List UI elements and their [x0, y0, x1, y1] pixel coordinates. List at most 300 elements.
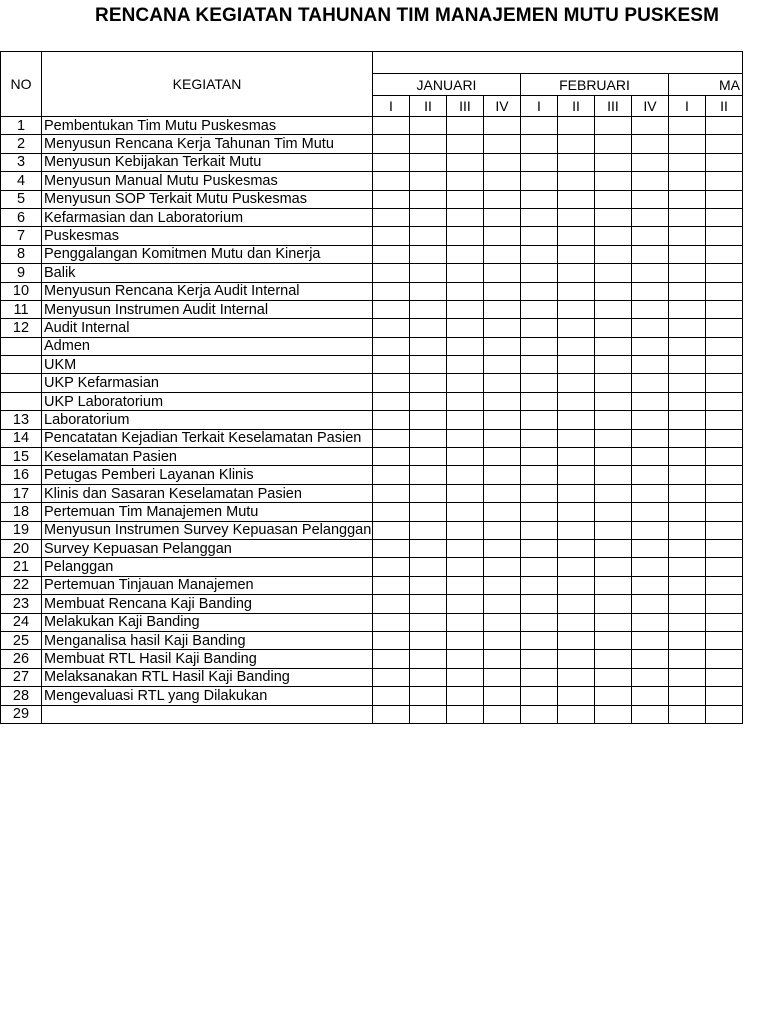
row-activity: [42, 429, 373, 447]
row-activity-text: Balik: [44, 264, 76, 281]
schedule-cell: [410, 392, 447, 410]
schedule-cell: [373, 208, 410, 226]
table-row: [1, 117, 743, 135]
schedule-cell: [521, 558, 558, 576]
row-activity: [42, 172, 373, 190]
schedule-cell: [595, 356, 632, 374]
row-number: [1, 337, 42, 355]
row-activity-text: Survey Kepuasan Pelanggan: [44, 540, 232, 557]
schedule-cell: [595, 374, 632, 392]
schedule-cell: [669, 521, 706, 539]
schedule-cell: [632, 613, 669, 631]
schedule-cell: [595, 668, 632, 686]
schedule-cell: [706, 429, 743, 447]
schedule-cell: [410, 539, 447, 557]
header-week: II: [706, 96, 743, 117]
schedule-cell: [410, 245, 447, 263]
schedule-cell: [521, 190, 558, 208]
row-activity-text: Pencatatan Kejadian Terkait Keselamatan Pasien: [44, 430, 362, 447]
schedule-cell: [521, 484, 558, 502]
row-activity-text: Keselamatan Pasien: [44, 448, 177, 465]
schedule-cell: [410, 595, 447, 613]
schedule-cell: [706, 668, 743, 686]
table-row: [1, 245, 743, 263]
row-activity-text: Menyusun Rencana Kerja Audit Internal: [44, 283, 300, 300]
row-activity-text: Menyusun SOP Terkait Mutu Puskesmas: [44, 191, 307, 208]
row-activity: [42, 208, 373, 226]
schedule-cell: [484, 503, 521, 521]
schedule-cell: [373, 172, 410, 190]
schedule-cell: [669, 319, 706, 337]
schedule-cell: [521, 466, 558, 484]
row-number: 9: [1, 264, 42, 282]
schedule-cell: [521, 411, 558, 429]
row-activity-text: Pelanggan: [44, 559, 114, 576]
schedule-cell: [558, 227, 595, 245]
schedule-cell: [632, 650, 669, 668]
schedule-cell: [410, 448, 447, 466]
schedule-cell: [410, 558, 447, 576]
schedule-cell: [410, 153, 447, 171]
schedule-cell: [373, 337, 410, 355]
table-row: [1, 135, 743, 153]
schedule-cell: [484, 190, 521, 208]
schedule-cell: [669, 448, 706, 466]
document-title: RENCANA KEGIATAN TAHUNAN TIM MANAJEMEN MUTU PUSKESM: [95, 5, 719, 26]
schedule-cell: [632, 356, 669, 374]
row-number: 13: [1, 411, 42, 429]
row-number: 2: [1, 135, 42, 153]
schedule-cell: [521, 650, 558, 668]
schedule-cell: [706, 135, 743, 153]
schedule-cell: [373, 484, 410, 502]
schedule-cell: [706, 356, 743, 374]
row-number: 16: [1, 466, 42, 484]
schedule-cell: [521, 668, 558, 686]
schedule-cell: [632, 411, 669, 429]
row-number: 14: [1, 429, 42, 447]
schedule-cell: [669, 117, 706, 135]
schedule-cell: [706, 484, 743, 502]
schedule-cell: [706, 319, 743, 337]
row-activity: [42, 503, 373, 521]
schedule-cell: [484, 153, 521, 171]
table-row: [1, 411, 743, 429]
schedule-cell: [595, 484, 632, 502]
schedule-cell: [706, 687, 743, 705]
schedule-cell: [373, 356, 410, 374]
schedule-cell: [595, 687, 632, 705]
schedule-cell: [558, 484, 595, 502]
row-activity: [42, 392, 373, 410]
schedule-cell: [521, 117, 558, 135]
schedule-cell: [595, 595, 632, 613]
row-number: 12: [1, 319, 42, 337]
schedule-cell: [706, 282, 743, 300]
schedule-cell: [706, 153, 743, 171]
schedule-cell: [447, 631, 484, 649]
schedule-cell: [706, 595, 743, 613]
schedule-cell: [447, 300, 484, 318]
schedule-cell: [484, 429, 521, 447]
table-row: [1, 374, 743, 392]
schedule-cell: [706, 245, 743, 263]
schedule-cell: [373, 521, 410, 539]
schedule-cell: [669, 392, 706, 410]
schedule-cell: [447, 558, 484, 576]
schedule-cell: [484, 392, 521, 410]
schedule-cell: [373, 631, 410, 649]
schedule-cell: [484, 337, 521, 355]
schedule-cell: [410, 190, 447, 208]
schedule-cell: [447, 411, 484, 429]
schedule-cell: [373, 613, 410, 631]
schedule-cell: [521, 539, 558, 557]
table-row: [1, 484, 743, 502]
schedule-cell: [595, 429, 632, 447]
schedule-cell: [595, 650, 632, 668]
schedule-cell: [558, 117, 595, 135]
schedule-cell: [447, 668, 484, 686]
schedule-cell: [410, 300, 447, 318]
schedule-cell: [410, 411, 447, 429]
row-activity: [42, 374, 373, 392]
schedule-cell: [558, 172, 595, 190]
schedule-cell: [410, 650, 447, 668]
schedule-cell: [373, 117, 410, 135]
row-activity-text: UKP Kefarmasian: [44, 375, 159, 392]
row-activity-text: Melakukan Kaji Banding: [44, 614, 200, 631]
schedule-cell: [632, 300, 669, 318]
schedule-cell: [632, 153, 669, 171]
schedule-cell: [669, 356, 706, 374]
schedule-cell: [373, 282, 410, 300]
schedule-cell: [373, 539, 410, 557]
header-no: NO: [1, 52, 42, 117]
schedule-cell: [373, 319, 410, 337]
header-week: IV: [632, 96, 669, 117]
table-row: [1, 576, 743, 594]
schedule-cell: [410, 135, 447, 153]
schedule-cell: [706, 539, 743, 557]
header-week: II: [410, 96, 447, 117]
table-row: [1, 429, 743, 447]
row-activity-text: UKM: [44, 356, 77, 373]
header-kegiatan: KEGIATAN: [42, 52, 373, 117]
row-activity-text: Pertemuan Tinjauan Manajemen: [44, 577, 254, 594]
schedule-cell: [447, 337, 484, 355]
schedule-cell: [410, 356, 447, 374]
schedule-cell: [410, 687, 447, 705]
schedule-cell: [706, 466, 743, 484]
schedule-cell: [669, 503, 706, 521]
schedule-cell: [632, 227, 669, 245]
schedule-cell: [558, 668, 595, 686]
row-activity: [42, 484, 373, 502]
row-number: 24: [1, 613, 42, 631]
schedule-cell: [484, 448, 521, 466]
schedule-cell: [558, 319, 595, 337]
schedule-cell: [632, 576, 669, 594]
row-number: 27: [1, 668, 42, 686]
schedule-cell: [595, 300, 632, 318]
table-row: [1, 705, 743, 723]
schedule-cell: [410, 337, 447, 355]
schedule-cell: [632, 484, 669, 502]
schedule-cell: [447, 687, 484, 705]
schedule-cell: [669, 558, 706, 576]
schedule-cell: [447, 539, 484, 557]
schedule-cell: [373, 245, 410, 263]
header-week: I: [373, 96, 410, 117]
schedule-cell: [447, 135, 484, 153]
schedule-cell: [447, 503, 484, 521]
schedule-cell: [706, 172, 743, 190]
schedule-cell: [706, 374, 743, 392]
schedule-cell: [447, 650, 484, 668]
schedule-cell: [558, 429, 595, 447]
schedule-cell: [706, 503, 743, 521]
schedule-cell: [484, 650, 521, 668]
schedule-cell: [447, 208, 484, 226]
row-activity: [42, 227, 373, 245]
row-number: 20: [1, 539, 42, 557]
schedule-cell: [595, 245, 632, 263]
row-number: 8: [1, 245, 42, 263]
row-activity-text: Membuat Rencana Kaji Banding: [44, 595, 252, 612]
schedule-cell: [447, 356, 484, 374]
schedule-cell: [521, 264, 558, 282]
row-number: 29: [1, 705, 42, 723]
table-row: [1, 631, 743, 649]
schedule-cell: [632, 374, 669, 392]
row-activity: [42, 135, 373, 153]
schedule-cell: [484, 613, 521, 631]
table-row: [1, 650, 743, 668]
schedule-cell: [447, 392, 484, 410]
row-number: 11: [1, 300, 42, 318]
schedule-cell: [447, 484, 484, 502]
header-week: I: [521, 96, 558, 117]
row-activity-text: Menyusun Kebijakan Terkait Mutu: [44, 154, 262, 171]
schedule-cell: [373, 190, 410, 208]
schedule-cell: [558, 687, 595, 705]
header-week: III: [595, 96, 632, 117]
row-activity-text: Kefarmasian dan Laboratorium: [44, 209, 244, 226]
schedule-cell: [373, 392, 410, 410]
schedule-cell: [706, 300, 743, 318]
schedule-cell: [521, 153, 558, 171]
schedule-cell: [373, 668, 410, 686]
schedule-cell: [373, 264, 410, 282]
row-activity: [42, 631, 373, 649]
schedule-cell: [632, 466, 669, 484]
row-activity-text: Mengevaluasi RTL yang Dilakukan: [44, 687, 268, 704]
schedule-cell: [484, 558, 521, 576]
schedule-cell: [373, 300, 410, 318]
schedule-cell: [706, 392, 743, 410]
schedule-cell: [447, 190, 484, 208]
schedule-cell: [521, 392, 558, 410]
schedule-cell: [484, 245, 521, 263]
schedule-cell: [410, 282, 447, 300]
row-number: 10: [1, 282, 42, 300]
schedule-cell: [373, 374, 410, 392]
schedule-cell: [706, 613, 743, 631]
table-row: [1, 337, 743, 355]
schedule-cell: [410, 576, 447, 594]
schedule-cell: [595, 227, 632, 245]
schedule-cell: [632, 448, 669, 466]
row-activity: [42, 190, 373, 208]
schedule-cell: [484, 539, 521, 557]
schedule-cell: [373, 687, 410, 705]
table-row: [1, 153, 743, 171]
schedule-cell: [373, 650, 410, 668]
row-number: [1, 356, 42, 374]
schedule-cell: [521, 595, 558, 613]
schedule-cell: [484, 264, 521, 282]
schedule-cell: [558, 521, 595, 539]
schedule-cell: [669, 190, 706, 208]
table-row: [1, 282, 743, 300]
schedule-cell: [484, 227, 521, 245]
schedule-cell: [632, 503, 669, 521]
header-week: II: [558, 96, 595, 117]
schedule-cell: [595, 190, 632, 208]
row-activity: [42, 687, 373, 705]
schedule-cell: [669, 650, 706, 668]
schedule-cell: [595, 448, 632, 466]
schedule-cell: [632, 319, 669, 337]
row-activity-text: Menyusun Instrumen Audit Internal: [44, 301, 269, 318]
schedule-cell: [484, 595, 521, 613]
schedule-cell: [521, 356, 558, 374]
schedule-cell: [669, 227, 706, 245]
schedule-cell: [558, 705, 595, 723]
schedule-cell: [447, 705, 484, 723]
row-number: [1, 374, 42, 392]
schedule-cell: [632, 595, 669, 613]
schedule-cell: [373, 705, 410, 723]
schedule-cell: [669, 411, 706, 429]
row-activity: [42, 245, 373, 263]
row-activity-text: UKP Laboratorium: [44, 393, 164, 410]
schedule-cell: [484, 521, 521, 539]
schedule-cell: [410, 172, 447, 190]
row-activity-text: Pembentukan Tim Mutu Puskesmas: [44, 117, 277, 134]
row-number: 25: [1, 631, 42, 649]
schedule-cell: [447, 172, 484, 190]
header-month: MA: [669, 74, 743, 96]
schedule-cell: [447, 613, 484, 631]
schedule-cell: [632, 264, 669, 282]
schedule-cell: [632, 429, 669, 447]
schedule-cell: [595, 135, 632, 153]
schedule-cell: [558, 392, 595, 410]
row-number: 5: [1, 190, 42, 208]
schedule-cell: [706, 190, 743, 208]
schedule-cell: [447, 595, 484, 613]
row-activity: [42, 650, 373, 668]
schedule-cell: [558, 337, 595, 355]
schedule-cell: [521, 705, 558, 723]
schedule-cell: [521, 687, 558, 705]
table-row: [1, 172, 743, 190]
row-number: 22: [1, 576, 42, 594]
row-activity: [42, 613, 373, 631]
schedule-cell: [484, 484, 521, 502]
row-activity: [42, 466, 373, 484]
schedule-cell: [595, 172, 632, 190]
row-activity-text: Menyusun Manual Mutu Puskesmas: [44, 172, 278, 189]
schedule-cell: [521, 300, 558, 318]
schedule-cell: [558, 208, 595, 226]
row-activity: [42, 153, 373, 171]
schedule-cell: [521, 521, 558, 539]
table-row: [1, 448, 743, 466]
schedule-cell: [706, 208, 743, 226]
schedule-cell: [521, 337, 558, 355]
schedule-cell: [484, 117, 521, 135]
row-activity: [42, 319, 373, 337]
schedule-cell: [595, 466, 632, 484]
row-activity: [42, 356, 373, 374]
schedule-cell: [447, 429, 484, 447]
table-row: [1, 392, 743, 410]
schedule-cell: [558, 411, 595, 429]
schedule-cell: [595, 319, 632, 337]
schedule-cell: [521, 319, 558, 337]
row-activity: [42, 539, 373, 557]
schedule-cell: [447, 466, 484, 484]
schedule-cell: [706, 705, 743, 723]
schedule-cell: [484, 172, 521, 190]
schedule-cell: [484, 356, 521, 374]
row-activity: [42, 117, 373, 135]
schedule-cell: [669, 539, 706, 557]
schedule-cell: [706, 227, 743, 245]
row-number: 15: [1, 448, 42, 466]
schedule-cell: [521, 448, 558, 466]
schedule-cell: [410, 264, 447, 282]
schedule-cell: [632, 135, 669, 153]
schedule-cell: [484, 374, 521, 392]
row-activity: [42, 300, 373, 318]
schedule-cell: [595, 392, 632, 410]
schedule-cell: [669, 484, 706, 502]
row-activity-text: Penggalangan Komitmen Mutu dan Kinerja: [44, 246, 321, 263]
schedule-cell: [558, 539, 595, 557]
schedule-cell: [632, 337, 669, 355]
schedule-cell: [558, 356, 595, 374]
schedule-cell: [706, 558, 743, 576]
schedule-cell: [706, 521, 743, 539]
schedule-cell: [410, 613, 447, 631]
schedule-cell: [484, 705, 521, 723]
schedule-cell: [447, 374, 484, 392]
table-row: [1, 466, 743, 484]
row-number: 7: [1, 227, 42, 245]
schedule-cell: [410, 521, 447, 539]
schedule-cell: [521, 374, 558, 392]
schedule-cell: [521, 429, 558, 447]
schedule-cell: [595, 503, 632, 521]
schedule-cell: [595, 613, 632, 631]
schedule-cell: [669, 705, 706, 723]
schedule-cell: [706, 448, 743, 466]
schedule-cell: [632, 705, 669, 723]
